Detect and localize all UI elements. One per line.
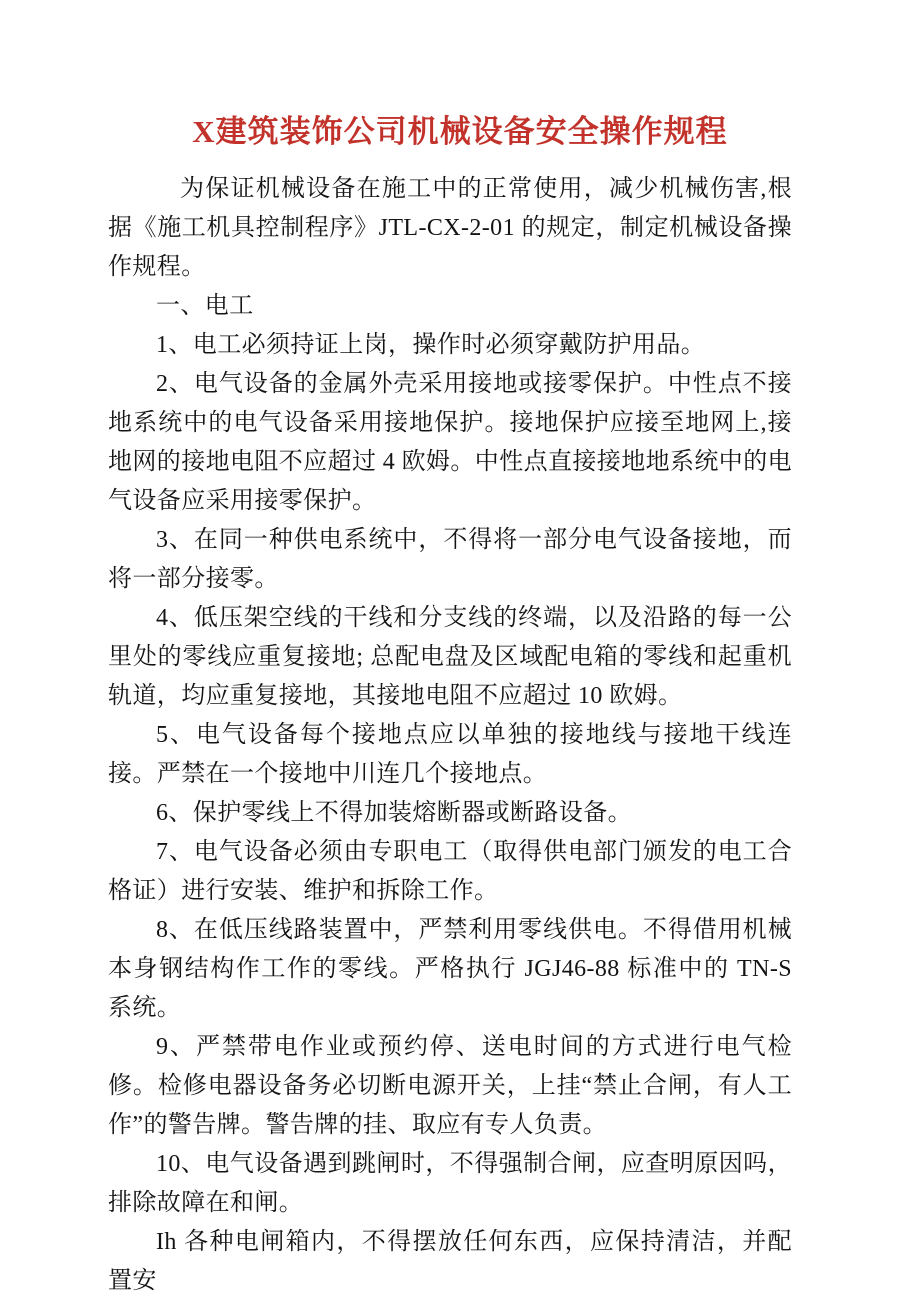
body-paragraph: 3、在同一种供电系统中，不得将一部分电气设备接地，而将一部分接零。 [108,527,792,592]
body-paragraph: 8、在低压线路装置中，严禁利用零线供电。不得借用机械本身钢结构作工作的零线。严格执行 JGJ46-88 标准中的 TN-S 系统。 [108,917,792,1021]
body-paragraph: 6、保护零线上不得加装熔断器或断路设备。 [156,800,632,826]
body-paragraph: 1、电工必须持证上岗，操作时必须穿戴防护用品。 [156,332,706,358]
body-paragraph: 一、电工 [156,293,254,319]
document-body [108,170,792,1301]
body-paragraph: 4、低压架空线的干线和分支线的终端，以及沿路的每一公里处的零线应重复接地; 总配电盘及区域配电箱的零线和起重机轨道，均应重复接地，其接地电阻不应超过 10 欧姆。 [108,605,792,709]
body-paragraph: 5、电气设备每个接地点应以单独的接地线与接地干线连接。严禁在一个接地中川连几个接地点。 [108,722,792,787]
body-paragraph: 2、电气设备的金属外壳采用接地或接零保护。中性点不接地系统中的电气设备采用接地保护。接地保护应接至地网上,接地网的接地电阻不应超过 4 欧姆。中性点直接接地地系统中的电气设备应采用接零保护。 [108,371,792,514]
body-paragraph: 7、电气设备必须由专职电工（取得供电部门颁发的电工合格证）进行安装、维护和拆除工作。 [108,839,792,904]
body-paragraph: 10、电气设备遇到跳闸时，不得强制合闸，应查明原因吗，排除故障在和闸。 [108,1151,792,1216]
document-title: X建筑装饰公司机械设备安全操作规程 [192,114,728,149]
body-paragraph: 9、严禁带电作业或预约停、送电时间的方式进行电气检修。检修电器设备务必切断电源开关，上挂“禁止合闸，有人工作”的警告牌。警告牌的挂、取应有专人负责。 [108,1034,792,1138]
body-paragraph: 为保证机械设备在施工中的正常使用，减少机械伤害,根据《施工机具控制程序》JTL-CX-2-01 的规定，制定机械设备操作规程。 [108,176,792,280]
body-paragraph: Ih 各种电闸箱内，不得摆放任何东西，应保持清洁，并配置安 [108,1229,792,1294]
